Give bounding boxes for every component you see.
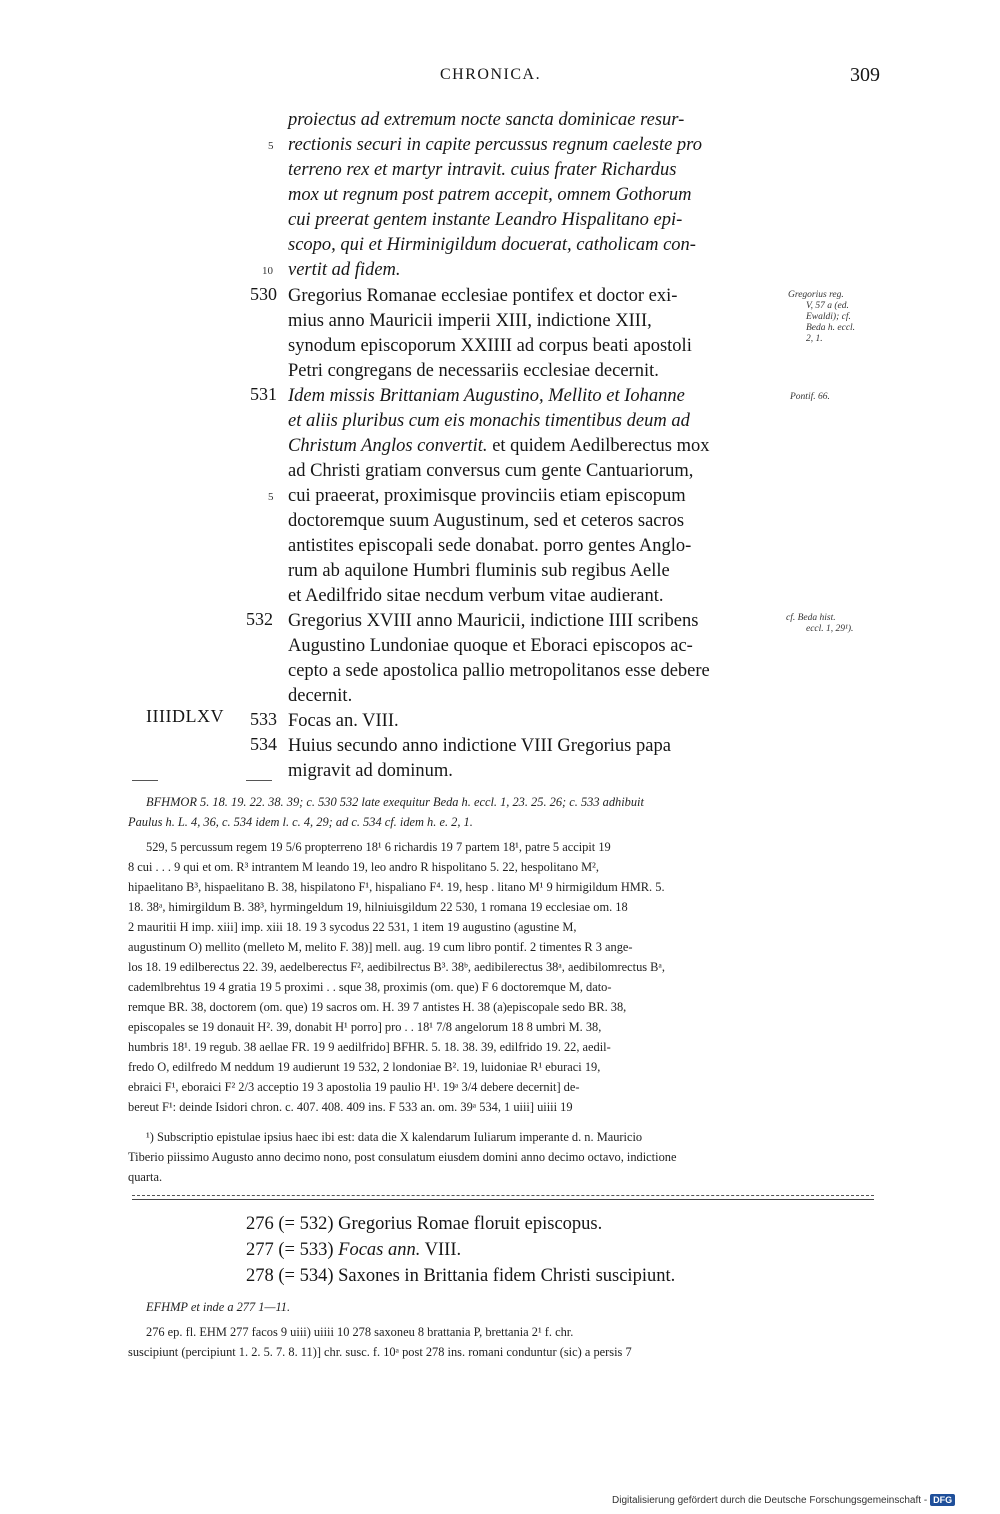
apparatus-line: cademlbrehtus 19 4 gratia 19 5 proximi . . sque 38, proximis (om. que) F 6 doctoremque M, dato- bbox=[128, 980, 612, 994]
line-number: 10 bbox=[262, 265, 273, 277]
text-line: cepto a sede apostolica pallio metropolitanos esse debere bbox=[288, 661, 710, 681]
text-line bbox=[288, 434, 710, 459]
text-line: et aliis pluribus cum eis monachis timentibus deum ad bbox=[288, 411, 690, 431]
source-note: cf. Beda hist. bbox=[786, 613, 836, 623]
apparatus-line: 529, 5 percussum regem 19 5/6 propterreno 18¹ 6 richardis 19 7 partem 18¹, patre 5 accipit 19 bbox=[146, 840, 611, 854]
apparatus-line: augustinum O) mellito (melleto M, melito F. 38)] mell. aug. 19 cum libro pontif. 2 timentes R 3 ange- bbox=[128, 940, 633, 954]
apparatus-line: 276 ep. fl. EHM 277 facos 9 uiii) uiiii 10 278 saxoneu 8 brattania P, brettania 2¹ f. chr. bbox=[146, 1325, 574, 1339]
footnote-line: ¹) Subscriptio epistulae ipsius haec ibi est: data die X kalendarum Iuliarum imperante d. n. Mauricio bbox=[146, 1130, 643, 1144]
apparatus-line: Paulus h. L. 4, 36, c. 534 idem l. c. 4, 29; ad c. 534 cf. idem h. e. 2, 1. bbox=[128, 815, 473, 829]
text-line: scopo, qui et Hirminigildum docuerat, catholicam con- bbox=[288, 235, 696, 255]
divider bbox=[132, 780, 158, 781]
text-line: rectionis securi in capite percussus regnum caeleste pro bbox=[288, 135, 702, 155]
era-year: IIIIDLXV bbox=[146, 706, 224, 726]
entry-label: 278 (= 534) bbox=[246, 1266, 334, 1286]
line-number: 5 bbox=[268, 140, 274, 152]
apparatus-line: ebraici F¹, eboraici F² 2/3 acceptio 19 3 apostolia 19 paulio H¹. 19ᵃ 3/4 debere decernit] de- bbox=[128, 1080, 580, 1094]
text-line: doctoremque suum Augustinum, sed et ceteros sacros bbox=[288, 511, 685, 531]
apparatus-line: 8 cui . . . 9 qui et om. R³ intrantem M leando 19, leo andro R hispolitano 5. 22, hespolitano M², bbox=[128, 860, 599, 874]
text-line: terreno rex et martyr intravit. cuius frater Richardus bbox=[288, 160, 677, 180]
running-head: CHRONICA. bbox=[440, 66, 542, 83]
text-line: decernit. bbox=[288, 686, 353, 706]
dfg-logo: DFG bbox=[930, 1494, 955, 1506]
source-note: Beda h. eccl. bbox=[806, 323, 856, 333]
chapter-number: 533 bbox=[250, 709, 277, 729]
text-line: cui preerat gentem instante Leandro Hispalitano epi- bbox=[288, 210, 683, 230]
text-line: cui praeerat, proximisque provinciis etiam episcopum bbox=[288, 486, 686, 506]
italic-span: Christum Anglos convertit. bbox=[288, 436, 488, 456]
entry-text: Gregorius Romae floruit episcopus. bbox=[338, 1214, 603, 1234]
source-note: Gregorius reg. bbox=[788, 290, 844, 300]
entry-text: Focas ann. bbox=[338, 1240, 421, 1260]
chronicle-entry bbox=[246, 1240, 461, 1261]
entry-text: VIII. bbox=[420, 1240, 462, 1260]
text-line: vertit ad fidem. bbox=[288, 260, 401, 280]
line-number: 5 bbox=[268, 491, 274, 503]
text-line: Idem missis Brittaniam Augustino, Mellito et Iohanne bbox=[288, 386, 685, 406]
apparatus-line: hipaelitano B³, hispaelitano B. 38, hispilatono F¹, hispaliano F⁴. 19, hesp . litano M¹ 9 hirmigildum HMR. 5. bbox=[128, 880, 665, 894]
chapter-number: 530 bbox=[250, 284, 277, 304]
source-note: 2, 1. bbox=[806, 334, 823, 344]
entry-label: 276 (= 532) bbox=[246, 1214, 334, 1234]
text-line: Huius secundo anno indictione VIII Gregorius papa bbox=[288, 736, 671, 756]
text-span: et quidem Aedilberectus mox bbox=[487, 436, 710, 456]
footnote-line: Tiberio piissimo Augusto anno decimo nono, post consulatum eiusdem domini anno decimo octavo, indictione bbox=[128, 1150, 677, 1164]
chapter-number: 534 bbox=[250, 734, 277, 754]
apparatus-line: remque BR. 38, doctorem (om. que) 19 sacros om. H. 39 7 antistes H. 38 (a)episcopale sedo BR. 38, bbox=[128, 1000, 627, 1014]
entry-text: Saxones in Brittania fidem Christi suscipiunt. bbox=[338, 1266, 676, 1286]
chronicle-entry bbox=[246, 1214, 602, 1235]
text-line: proiectus ad extremum nocte sancta dominicae resur- bbox=[288, 110, 685, 130]
sigla-line: EFHMP et inde a 277 1—11. bbox=[146, 1300, 291, 1314]
chapter-number: 532 bbox=[246, 609, 273, 629]
digitization-credit bbox=[612, 1494, 955, 1506]
credit-text: Digitalisierung gefördert durch die Deutsche Forschungsgemeinschaft - bbox=[612, 1495, 928, 1506]
text-line: mius anno Mauricii imperii XIII, indictione XIII, bbox=[288, 311, 652, 331]
divider bbox=[246, 780, 272, 781]
chronicle-entry bbox=[246, 1266, 675, 1287]
text-line: antistites episcopali sede donabat. porro gentes Anglo- bbox=[288, 536, 692, 556]
text-line: Gregorius XVIII anno Mauricii, indictione IIII scribens bbox=[288, 611, 699, 631]
apparatus-line: 18. 38ᵃ, himirgildum B. 38³, hyrmingeldum 19, hilniuisgildum 22 530, 1 romana 19 ecclesiae om. 18 bbox=[128, 900, 628, 914]
source-note: eccl. 1, 29¹). bbox=[806, 624, 854, 634]
text-line: Gregorius Romanae ecclesiae pontifex et doctor exi- bbox=[288, 286, 678, 306]
text-line: ad Christi gratiam conversus cum gente Cantuariorum, bbox=[288, 461, 694, 481]
apparatus-line: los 18. 19 edilberectus 22. 39, aedelberectus F², aedibilrectus B³. 38ᵇ, aedibilerectus 38ᵃ, aedibilomrectus Bᵃ, bbox=[128, 960, 665, 974]
apparatus-line: bereut F¹: deinde Isidori chron. c. 407. 408. 409 ins. F 533 an. om. 39ᵃ 534, 1 uiii] uiiii 19 bbox=[128, 1100, 573, 1114]
text-line: mox ut regnum post patrem accepit, omnem Gothorum bbox=[288, 185, 692, 205]
text-line: et Aedilfrido sitae necdum verbum vitae audierant. bbox=[288, 586, 664, 606]
apparatus-line: episcopales se 19 donauit H². 39, donabit H¹ porro] pro . . 18¹ 7/8 angelorum 18 8 umbri M. 38, bbox=[128, 1020, 602, 1034]
source-note: Ewaldi); cf. bbox=[806, 312, 851, 322]
text-line: Petri congregans de necessariis ecclesiae decernit. bbox=[288, 361, 659, 381]
source-note: V, 57 a (ed. bbox=[806, 301, 849, 311]
text-line: synodum episcoporum XXIIII ad corpus beati apostoli bbox=[288, 336, 692, 356]
footnote-line: quarta. bbox=[128, 1170, 163, 1184]
page-number: 309 bbox=[850, 64, 880, 86]
apparatus-line: suscipiunt (percipiunt 1. 2. 5. 7. 8. 11)] chr. susc. f. 10ᵃ post 278 ins. romani conduntur (sic) a persis 7 bbox=[128, 1345, 632, 1359]
apparatus-line: humbris 18¹. 19 regub. 38 aellae FR. 19 9 aedilfrido] BFHR. 5. 18. 38. 39, edilfrido 19. 22, aedil- bbox=[128, 1040, 611, 1054]
apparatus-line: fredo O, edilfredo M neddum 19 audierunt 19 532, 2 londoniae B². 19, luidoniae R¹ eburaci 19, bbox=[128, 1060, 601, 1074]
section-divider bbox=[132, 1199, 874, 1200]
text-line: rum ab aquilone Humbri fluminis sub regibus Aelle bbox=[288, 561, 670, 581]
apparatus-line: 2 mauritii H imp. xiii] imp. xiii 18. 19 3 sycodus 22 531, 1 item 19 augustino (agustine M, bbox=[128, 920, 577, 934]
chapter-number: 531 bbox=[250, 384, 277, 404]
text-line: Augustino Lundoniae quoque et Eboraci episcopos ac- bbox=[288, 636, 693, 656]
source-note: Pontif. 66. bbox=[790, 392, 830, 402]
text-line: Focas an. VIII. bbox=[288, 711, 399, 731]
apparatus-line: BFHMOR 5. 18. 19. 22. 38. 39; c. 530 532 late exequitur Beda h. eccl. 1, 23. 25. 26; c. 533 adhibuit bbox=[146, 795, 644, 809]
section-divider bbox=[132, 1195, 874, 1196]
entry-label: 277 (= 533) bbox=[246, 1240, 334, 1260]
text-line: migravit ad dominum. bbox=[288, 761, 453, 781]
